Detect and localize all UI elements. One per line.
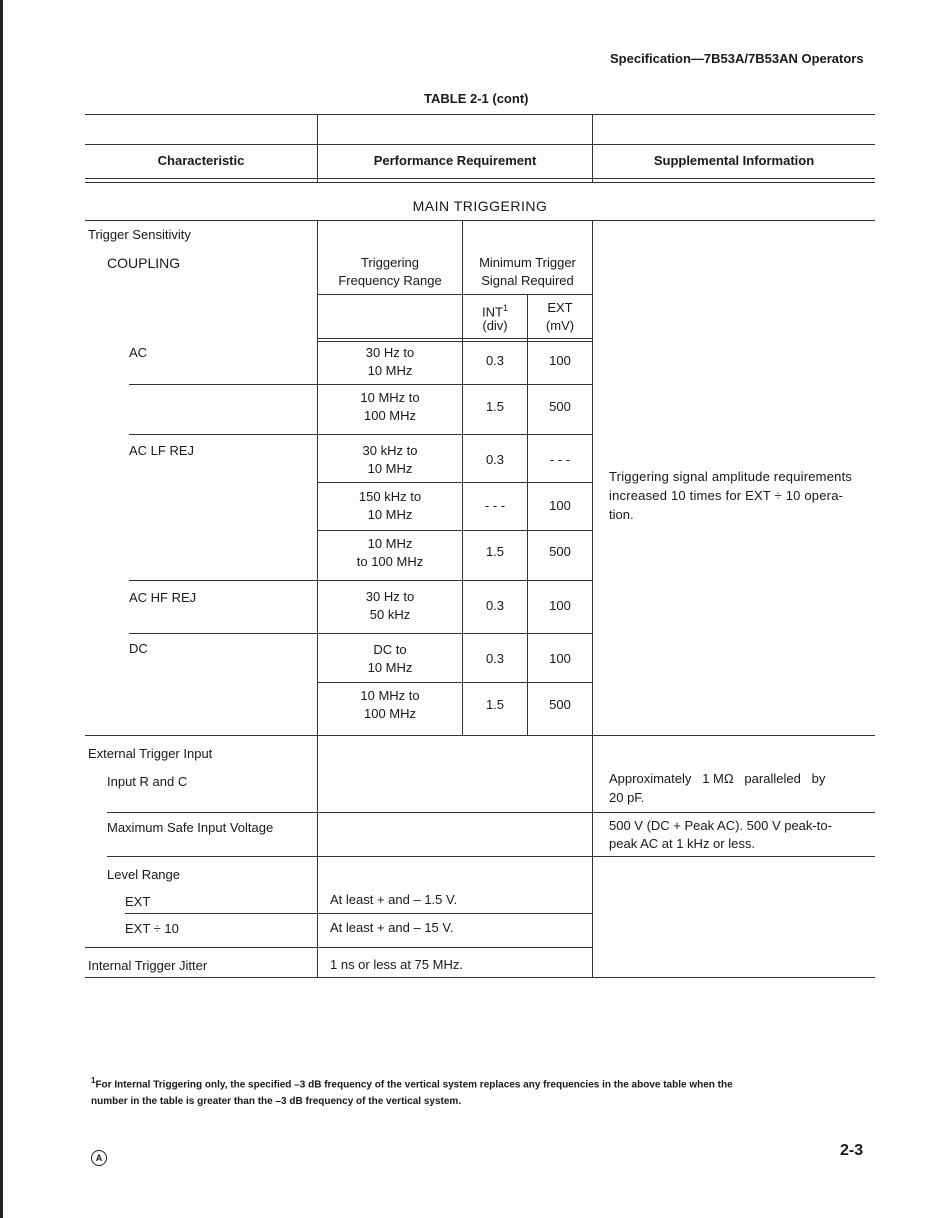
freq-cell: 10 MHz xyxy=(367,461,413,476)
row-rule xyxy=(317,633,592,634)
section-title: MAIN TRIGGERING xyxy=(412,198,548,214)
subheader-bottom-rule-2 xyxy=(317,341,592,342)
coupling-ac-hf-rej: AC HF REJ xyxy=(129,590,197,605)
ext10-label: EXT ÷ 10 xyxy=(125,921,179,936)
ext-cell: 100 xyxy=(549,598,571,613)
freq-cell: 100 MHz xyxy=(363,706,417,721)
jitter-requirement: 1 ns or less at 75 MHz. xyxy=(330,957,463,972)
table-bottom-rule xyxy=(85,977,875,978)
int-cell: 0.3 xyxy=(485,452,505,467)
freq-cell: 10 MHz xyxy=(367,660,413,675)
row-rule xyxy=(107,812,875,813)
max-safe-supplemental-2: peak AC at 1 kHz or less. xyxy=(609,836,755,851)
row-rule xyxy=(85,947,592,948)
ext-cell: 500 xyxy=(549,697,571,712)
freq-cell: 10 MHz xyxy=(367,536,413,551)
level-range-label: Level Range xyxy=(107,867,180,882)
ext-header: EXT xyxy=(547,300,573,315)
int-unit: (div) xyxy=(482,318,508,333)
max-safe-supplemental-1: 500 V (DC + Peak AC). 500 V peak-to- xyxy=(609,818,832,833)
row-rule xyxy=(107,856,875,857)
coupling-ac: AC xyxy=(129,345,148,360)
header-bottom-rule-1 xyxy=(85,178,875,179)
table-top-rule xyxy=(85,114,875,115)
ext-cell: - - - xyxy=(549,452,571,467)
max-safe-label: Maximum Safe Input Voltage xyxy=(107,820,274,835)
col-divider-1-lower xyxy=(317,735,318,978)
row-rule xyxy=(125,913,592,914)
coupling-dc: DC xyxy=(129,641,148,656)
ext-unit: (mV) xyxy=(545,318,575,333)
freq-cell: to 100 MHz xyxy=(356,554,424,569)
row-rule xyxy=(317,530,592,531)
col-header-supplemental: Supplemental Information xyxy=(653,153,815,168)
input-rc-label: Input R and C xyxy=(107,774,188,789)
coupling-ac-lf-rej: AC LF REJ xyxy=(129,443,195,458)
header-top-rule xyxy=(85,144,875,145)
ext-cell: 500 xyxy=(549,544,571,559)
min-header-2: Signal Required xyxy=(481,273,574,288)
trigger-block-bottom-rule xyxy=(85,735,875,736)
footnote: $^1$For Internal Triggering only, the specified –3 dB frequency of the vertical system replaces any frequencies in the above table when the number in the table is greater than the –3 dB frequency of the vertical system. xyxy=(91,1076,733,1108)
publisher-logo: A xyxy=(91,1150,107,1166)
trigger-supplemental-2: increased 10 times for EXT ÷ 10 opera- xyxy=(609,488,844,503)
ext-label: EXT xyxy=(125,894,151,909)
row-rule xyxy=(317,682,592,683)
int-cell: 0.3 xyxy=(485,651,505,666)
section-rule xyxy=(85,220,875,221)
freq-cell: 100 MHz xyxy=(363,408,417,423)
freq-cell: 30 Hz to xyxy=(365,589,415,604)
input-rc-supplemental-2: 20 pF. xyxy=(609,790,645,805)
freq-cell: 10 MHz to xyxy=(360,390,420,405)
row-rule xyxy=(317,482,592,483)
ext-cell: 500 xyxy=(549,399,571,414)
header-bottom-rule-2 xyxy=(85,182,875,183)
ext-cell: 100 xyxy=(549,651,571,666)
int-header: INT$^1$ xyxy=(482,303,508,320)
ext-cell: 100 xyxy=(549,498,571,513)
freq-header-2: Frequency Range xyxy=(338,273,442,288)
freq-header-1: Triggering xyxy=(360,255,420,270)
external-trigger-label: External Trigger Input xyxy=(88,746,213,761)
ext-requirement: At least + and – 1.5 V. xyxy=(330,892,458,907)
freq-cell: 10 MHz to xyxy=(360,688,420,703)
int-cell: - - - xyxy=(484,498,506,513)
table-title: TABLE 2-1 (cont) xyxy=(424,91,529,106)
char-rule-ac-lf xyxy=(129,434,317,435)
char-rule-ac xyxy=(129,384,317,385)
char-rule-ac-hf xyxy=(129,580,317,581)
jitter-label: Internal Trigger Jitter xyxy=(88,958,208,973)
col-divider-1-head xyxy=(317,114,318,182)
freq-cell: 50 kHz xyxy=(369,607,411,622)
row-rule xyxy=(317,384,592,385)
page-number: 2-3 xyxy=(840,1142,864,1159)
trigger-sensitivity-label: Trigger Sensitivity xyxy=(88,227,191,242)
subheader-bottom-rule-1 xyxy=(317,338,592,339)
freq-cell: DC to xyxy=(373,642,407,657)
col-header-performance: Performance Requirement xyxy=(373,153,537,168)
coupling-label: COUPLING xyxy=(107,255,181,271)
col-divider-2 xyxy=(592,220,593,978)
freq-cell: 30 Hz to xyxy=(365,345,415,360)
col-header-characteristic: Characteristic xyxy=(157,153,245,168)
subheader-rule xyxy=(317,294,592,295)
ext-cell: 100 xyxy=(549,353,571,368)
int-cell: 1.5 xyxy=(485,544,505,559)
freq-cell: 10 MHz xyxy=(367,507,413,522)
int-cell: 1.5 xyxy=(485,399,505,414)
freq-cell: 150 kHz to xyxy=(358,489,422,504)
freq-cell: 30 kHz to xyxy=(362,443,418,458)
ext10-requirement: At least + and – 15 V. xyxy=(330,920,454,935)
input-rc-supplemental-1: Approximately 1 MΩ paralleled by xyxy=(609,771,826,786)
int-cell: 1.5 xyxy=(485,697,505,712)
int-cell: 0.3 xyxy=(485,353,505,368)
trigger-supplemental-1: Triggering signal amplitude requirements xyxy=(609,469,853,484)
min-header-1: Minimum Trigger xyxy=(479,255,576,270)
freq-cell: 10 MHz xyxy=(367,363,413,378)
page-edge xyxy=(0,0,3,1218)
running-title: Specification—7B53A/7B53AN Operators xyxy=(610,51,864,66)
col-divider-2-head xyxy=(592,114,593,182)
int-cell: 0.3 xyxy=(485,598,505,613)
row-rule xyxy=(317,434,592,435)
char-rule-dc xyxy=(129,633,317,634)
row-rule xyxy=(317,580,592,581)
trigger-supplemental-3: tion. xyxy=(609,507,634,522)
